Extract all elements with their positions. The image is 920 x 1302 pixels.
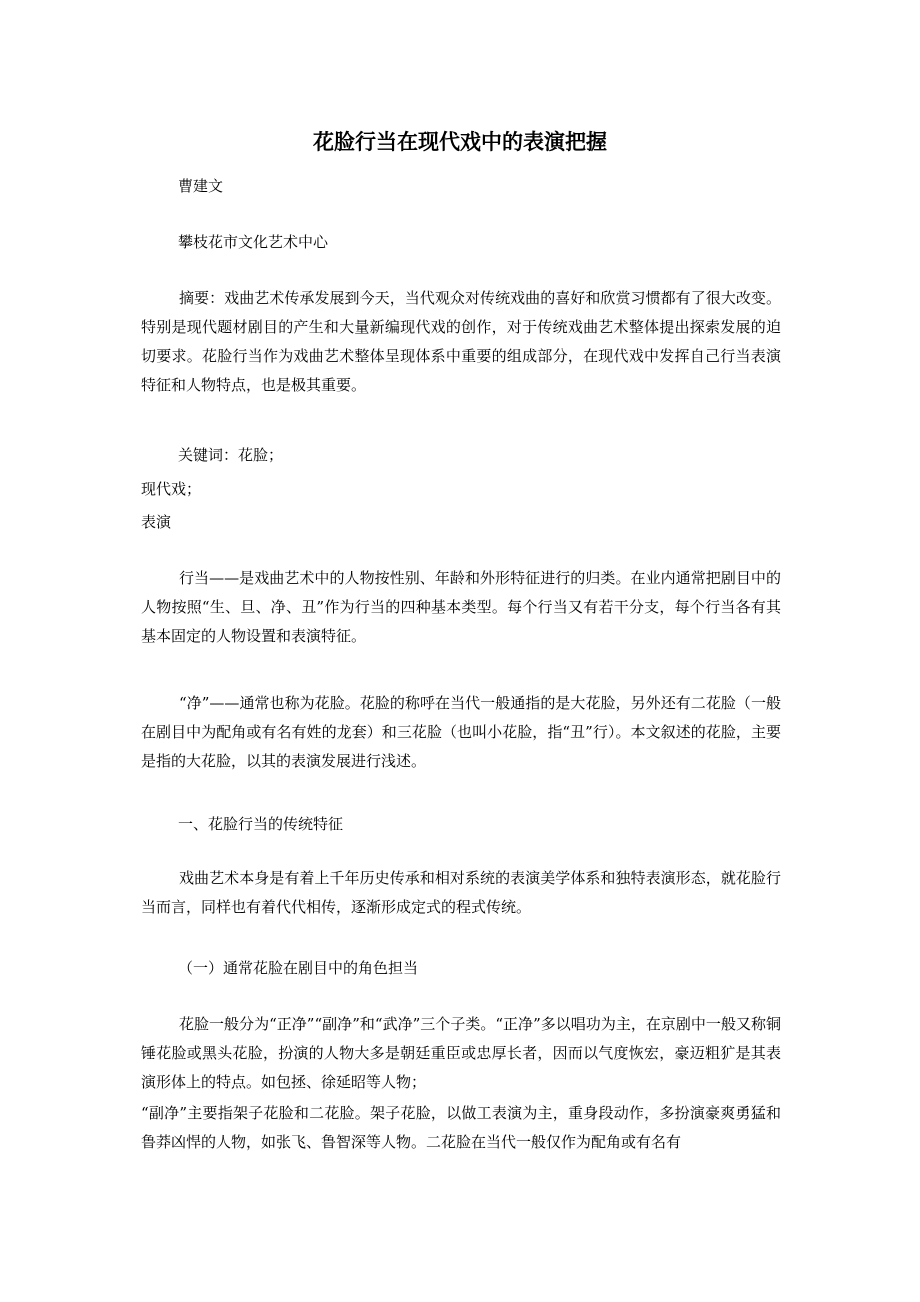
subsection-heading-1: （一）通常花脸在剧目中的角色担当	[178, 959, 419, 977]
author-name: 曹建文	[178, 177, 224, 195]
body-paragraph-4: 花脸一般分为“正净”“副净”和“武净”三个子类。“正净”多以唱功为主，在京剧中一般又称铜锤花脸或黑头花脸，扮演的人物大多是朝廷重臣或忠厚长者，因而以气度恢宏，豪迈粗犷是其表演形体上的特点。如包拯、徐延昭等人物；	[141, 1015, 781, 1091]
keywords-line-2: 现代戏；	[141, 480, 202, 498]
section-heading-1: 一、花脸行当的传统特征	[178, 815, 344, 833]
document-title: 花脸行当在现代戏中的表演把握	[313, 129, 607, 154]
keywords-line-1: 关键词：花脸；	[178, 446, 284, 464]
abstract-paragraph: 摘要：戏曲艺术传承发展到今天，当代观众对传统戏曲的喜好和欣赏习惯都有了很大改变。特别是现代题材剧目的产生和大量新编现代戏的创作，对于传统戏曲艺术整体提出探索发展的迫切要求。花脸行当作为戏曲艺术整体呈现体系中重要的组成部分，在现代戏中发挥自己行当表演特征和人物特点，也是极其重要。	[141, 289, 781, 394]
body-paragraph-2: “净”——通常也称为花脸。花脸的称呼在当代一般通指的是大花脸，另外还有二花脸（一般在剧目中为配角或有名有姓的龙套）和三花脸（也叫小花脸，指“丑”行）。本文叙述的花脸，主要是指的大花脸，以其的表演发展进行浅述。	[141, 694, 781, 770]
author-affiliation: 攀枝花市文化艺术中心	[178, 233, 329, 251]
body-paragraph-1: 行当——是戏曲艺术中的人物按性别、年龄和外形特征进行的归类。在业内通常把剧目中的人物按照“生、旦、净、丑”作为行当的四种基本类型。每个行当又有若干分支，每个行当各有其基本固定的人物设置和表演特征。	[141, 569, 781, 645]
keywords-line-3: 表演	[141, 513, 172, 531]
body-paragraph-5: “副净”主要指架子花脸和二花脸。架子花脸，以做工表演为主，重身段动作，多扮演豪爽勇猛和鲁莽凶悍的人物，如张飞、鲁智深等人物。二花脸在当代一般仅作为配角或有名有	[141, 1104, 781, 1151]
body-paragraph-3: 戏曲艺术本身是有着上千年历史传承和相对系统的表演美学体系和独特表演形态，就花脸行当而言，同样也有着代代相传，逐渐形成定式的程式传统。	[141, 869, 781, 916]
